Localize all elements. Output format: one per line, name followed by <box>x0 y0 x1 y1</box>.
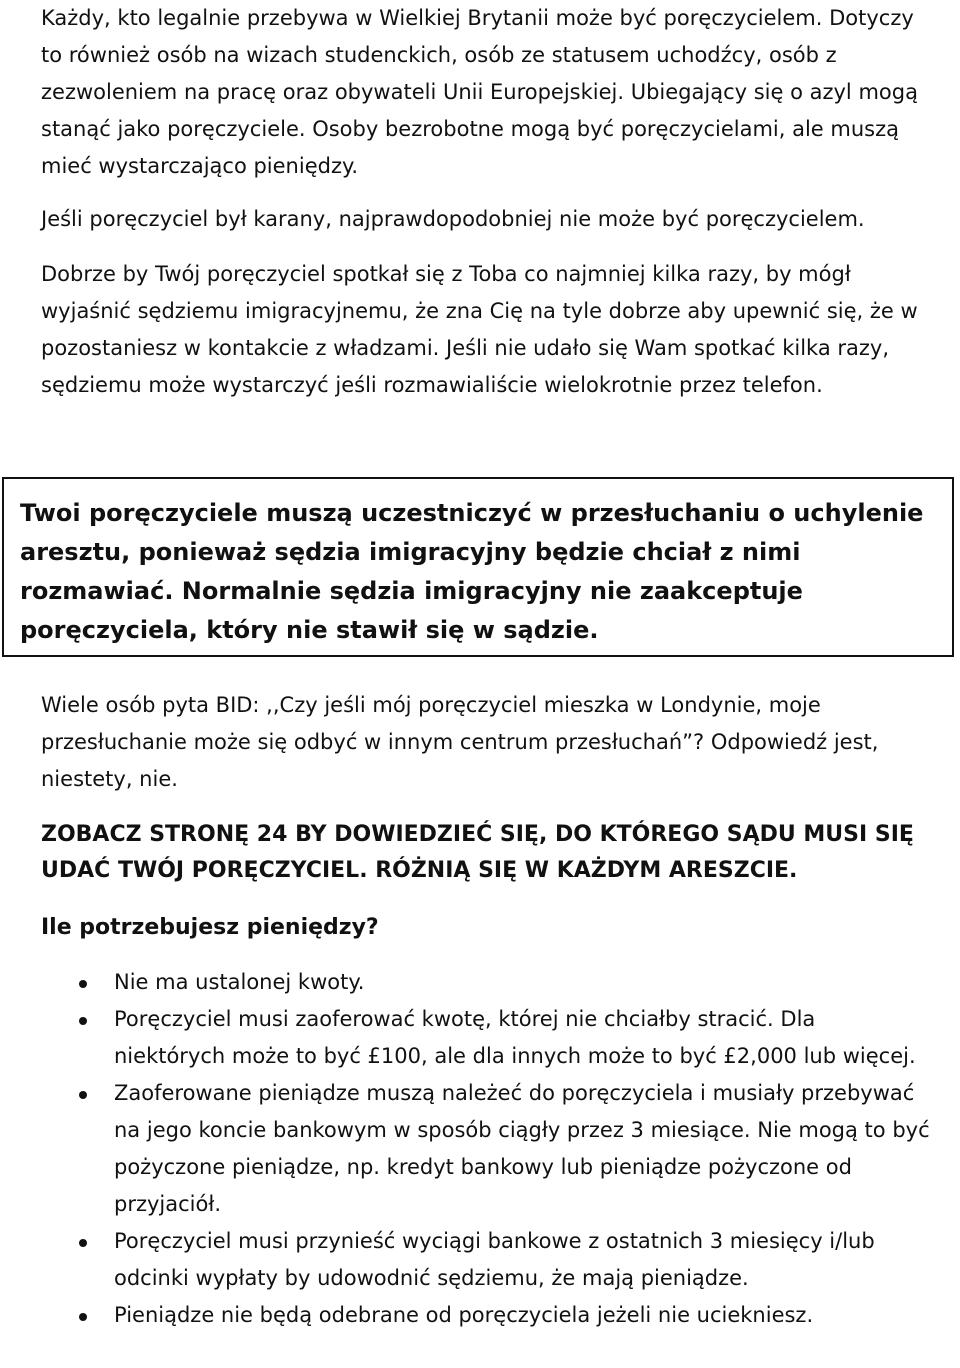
list-item <box>0 1001 960 1075</box>
paragraph-who-can-be-guarantor: Każdy, kto legalnie przebywa w Wielkiej Brytanii może być poręczycielem. Dotyczy to również osób na wizach studenckich, osób ze statusem uchodźcy, osób z zezwoleniem na pracę oraz obywateli Unii Europejskiej. Ubiegający się o azyl mogą stanąć jako poręczyciele. Osoby bezrobotne mogą być poręczycielami, ale muszą mieć wystarczająco pieniędzy. <box>41 6 918 178</box>
list-item-text: Nie ma ustalonej kwoty. <box>114 970 365 994</box>
list-item-text: Zaoferowane pieniądze muszą należeć do poręczyciela i musiały przebywać na jego koncie bankowym w sposób ciągły przez 3 miesiące. Nie mogą to być pożyczone pieniądze, np. kredyt bankowy lub pieniądze pożyczone od przyjaciół. <box>114 1081 930 1216</box>
money-bullet-list <box>0 964 960 1334</box>
bullet-icon <box>79 1091 87 1099</box>
important-notice-text: Twoi poręczyciele muszą uczestniczyć w przesłuchaniu o uchylenie aresztu, ponieważ sędzia imigracyjny będzie chciał z nimi rozmawiać. Normalnie sędzia imigracyjny nie zaakceptuje poręczyciela, który nie stawił się w sądzie. <box>20 499 924 644</box>
list-item-text: Poręczyciel musi przynieść wyciągi bankowe z ostatnich 3 miesięcy i/lub odcinki wypłaty by udowodnić sędziemu, że mają pieniądze. <box>114 1229 875 1290</box>
see-page-24-notice: ZOBACZ STRONĘ 24 BY DOWIEDZIEĆ SIĘ, DO KTÓREGO SĄDU MUSI SIĘ UDAĆ TWÓJ PORĘCZYCIEL. RÓŻNIĄ SIĘ W KAŻDYM ARESZCIE. <box>41 822 914 883</box>
bullet-icon <box>79 1017 87 1025</box>
paragraph-criminal-record: Jeśli poręczyciel był karany, najprawdopodobniej nie może być poręczycielem. <box>41 207 865 231</box>
list-item-text: Pieniądze nie będą odebrane od poręczyciela jeżeli nie uciekniesz. <box>114 1303 814 1327</box>
bullet-icon <box>79 1239 87 1247</box>
list-item <box>0 1297 960 1334</box>
bullet-icon <box>79 980 87 988</box>
list-item <box>0 1223 960 1297</box>
list-item <box>0 1075 960 1223</box>
important-notice-box <box>2 477 954 657</box>
section-heading-money: Ile potrzebujesz pieniędzy? <box>41 915 379 940</box>
paragraph-london-question: Wiele osób pyta BID: ,,Czy jeśli mój poręczyciel mieszka w Londynie, moje przesłuchanie może się odbyć w innym centrum przesłuchań”? Odpowiedź jest, niestety, nie. <box>41 693 879 791</box>
paragraph-meeting-guarantor: Dobrze by Twój poręczyciel spotkał się z Toba co najmniej kilka razy, by mógł wyjaśnić sędziemu imigracyjnemu, że zna Cię na tyle dobrze aby upewnić się, że w pozostaniesz w kontakcie z władzami. Jeśli nie udało się Wam spotkać kilka razy, sędziemu może wystarczyć jeśli rozmawialiście wielokrotnie przez telefon. <box>41 262 918 397</box>
bullet-icon <box>79 1313 87 1321</box>
list-item-text: Poręczyciel musi zaoferować kwotę, której nie chciałby stracić. Dla niektórych może to być £100, ale dla innych może to być £2,000 lub więcej. <box>114 1007 916 1068</box>
list-item <box>0 964 960 1001</box>
